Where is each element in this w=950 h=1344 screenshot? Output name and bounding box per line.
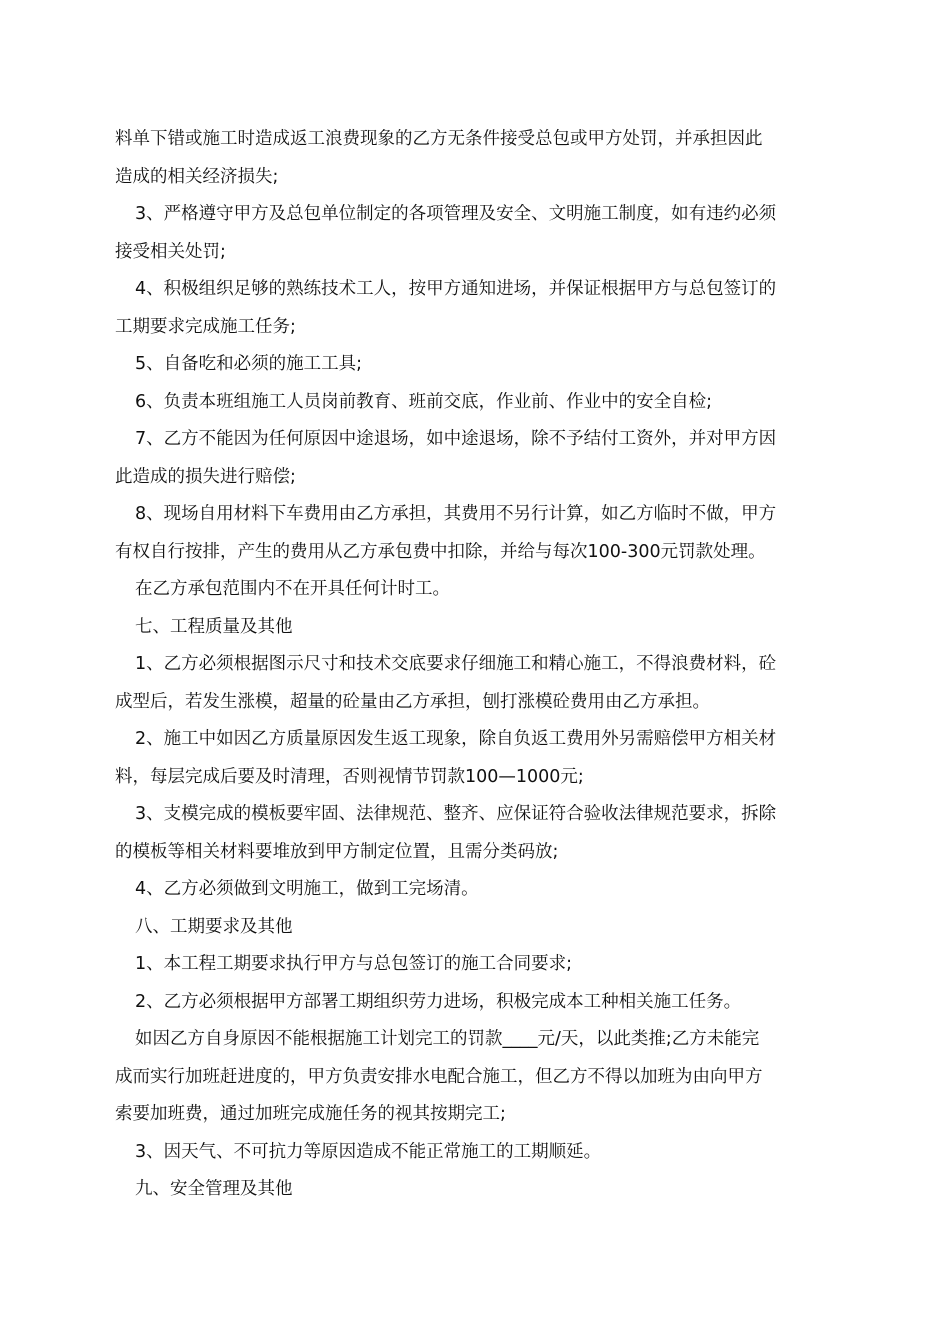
text-line: 成而实行加班赶进度的，甲方负责安排水电配合施工，但乙方不得以加班为由向甲方 [115, 1066, 763, 1087]
text-line: 3、因天气、不可抗力等原因造成不能正常施工的工期顺延。 [135, 1141, 602, 1162]
text-line: 3、支模完成的模板要牢固、法律规范、整齐、应保证符合验收法律规范要求，拆除 [135, 804, 777, 824]
text-line: 7、乙方不能因为任何原因中途退场，如中途退场，除不予结付工资外，并对甲方因 [135, 429, 777, 449]
text-line: 6、负责本班组施工人员岗前教育、班前交底，作业前、作业中的安全自检; [135, 391, 713, 412]
text-line: 1、乙方必须根据图示尺寸和技术交底要求仔细施工和精心施工，不得浪费材料，砼 [135, 654, 777, 674]
document-body [115, 121, 840, 1209]
text-line: 有权自行按排，产生的费用从乙方承包费中扣除，并给与每次100-300元罚款处理。 [115, 541, 766, 562]
text-line: 2、施工中如因乙方质量原因发生返工现象，除自负返工费用外另需赔偿甲方相关材 [135, 729, 777, 749]
text-line: 八、工期要求及其他 [135, 916, 293, 937]
text-line: 料，每层完成后要及时清理，否则视情节罚款100—1000元; [115, 766, 584, 787]
text-line: 2、乙方必须根据甲方部署工期组织劳力进场，积极完成本工种相关施工任务。 [135, 991, 742, 1012]
text-line: 工期要求完成施工任务; [115, 316, 296, 337]
text-line: 料单下错或施工时造成返工浪费现象的乙方无条件接受总包或甲方处罚，并承担因此 [115, 129, 763, 149]
text-line: 接受相关处罚; [115, 241, 226, 262]
text-line: 1、本工程工期要求执行甲方与总包签订的施工合同要求; [135, 954, 573, 974]
text-line: 5、自备吃和必须的施工工具; [135, 354, 363, 374]
text-line: 8、现场自用材料下车费用由乙方承担，其费用不另行计算，如乙方临时不做，甲方 [135, 504, 777, 524]
text-line: 的模板等相关材料要堆放到甲方制定位置，且需分类码放; [115, 841, 559, 862]
text-line: 4、积极组织足够的熟练技术工人，按甲方通知进场，并保证根据甲方与总包签订的 [135, 279, 777, 299]
text-line: 在乙方承包范围内不在开具任何计时工。 [135, 579, 450, 599]
text-line: 九、安全管理及其他 [135, 1179, 293, 1199]
text-line: 如因乙方自身原因不能根据施工计划完工的罚款____元/天，以此类推;乙方未能完 [135, 1029, 760, 1049]
text-line: 4、乙方必须做到文明施工，做到工完场清。 [135, 879, 479, 899]
text-line: 造成的相关经济损失; [115, 166, 279, 187]
text-line: 索要加班费，通过加班完成施任务的视其按期完工; [115, 1104, 506, 1124]
text-line: 3、严格遵守甲方及总包单位制定的各项管理及安全、文明施工制度，如有违约必须 [135, 204, 777, 224]
text-line: 七、工程质量及其他 [135, 616, 293, 637]
text-line: 此造成的损失进行赔偿; [115, 466, 296, 487]
text-line: 成型后，若发生涨模，超量的砼量由乙方承担，刨打涨模砼费用由乙方承担。 [115, 691, 710, 712]
